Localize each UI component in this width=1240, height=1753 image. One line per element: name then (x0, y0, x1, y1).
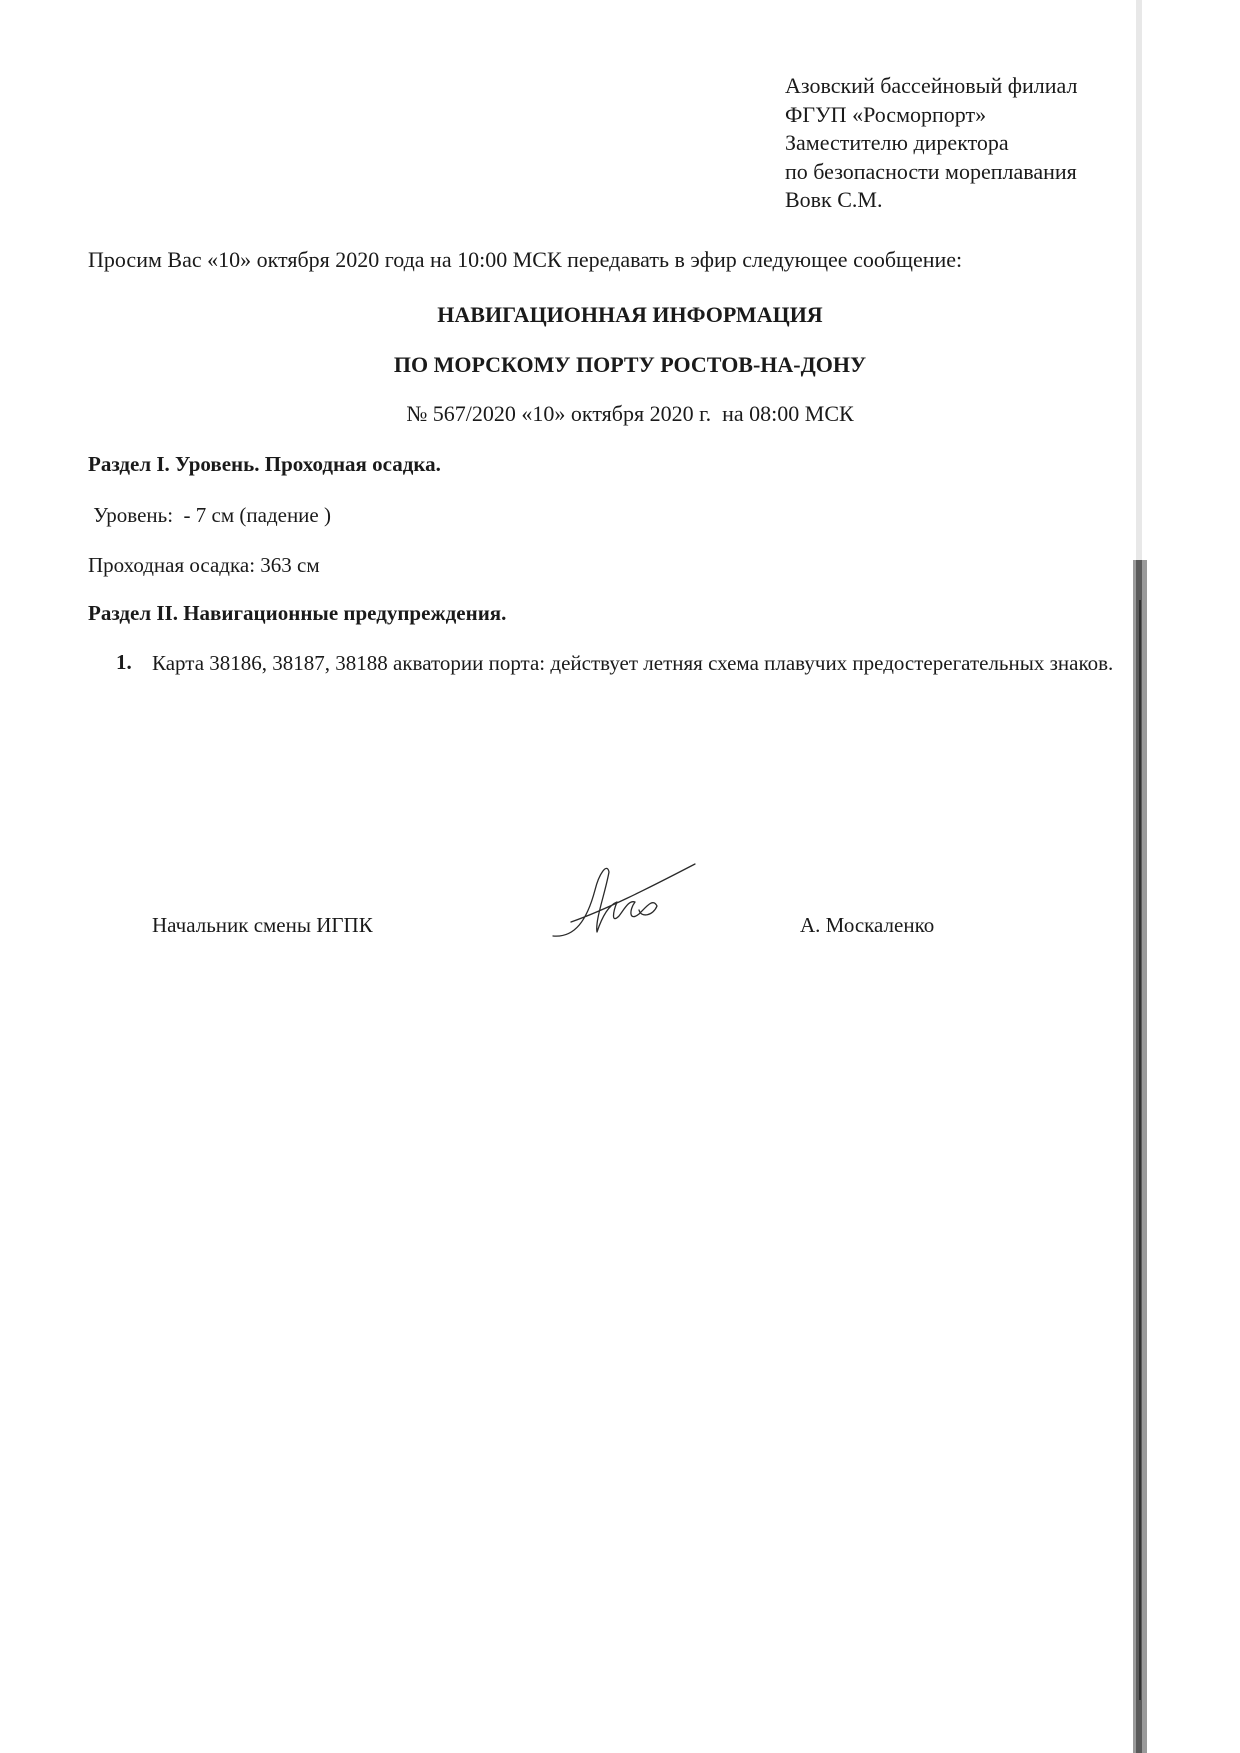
scan-edge-artifact (1130, 0, 1152, 1753)
addressee-line: Заместителю директора (785, 130, 1009, 155)
signer-name: А. Москаленко (800, 913, 935, 937)
signer-position: Начальник смены ИГПК (152, 913, 373, 937)
list-item-text: Карта 38186, 38187, 38188 акватории порта: действует летняя схема плавучих предостерегательных знаков. (152, 651, 1114, 675)
list-item-number: 1. (116, 650, 132, 674)
addressee-line: ФГУП «Росморпорт» (785, 101, 987, 127)
section-1-title: Раздел I. Уровень. Проходная осадка. (88, 452, 441, 476)
addressee-line: Азовский бассейновый филиал (785, 73, 1078, 98)
addressee-line: Вовк С.М. (785, 187, 883, 212)
addressee-block (785, 72, 1077, 215)
document-title: НАВИГАЦИОННАЯ ИНФОРМАЦИЯ (437, 302, 823, 327)
document-number-line: № 567/2020 «10» октября 2020 г. на 08:00 МСК (406, 401, 854, 426)
water-level: Уровень: - 7 см (падение ) (88, 503, 331, 527)
document-subtitle: ПО МОРСКОМУ ПОРТУ РОСТОВ-НА-ДОНУ (393, 352, 867, 377)
section-2-title: Раздел II. Навигационные предупреждения. (88, 601, 507, 625)
request-text: Просим Вас «10» октября 2020 года на 10:00 МСК передавать в эфир следующее сообщение: (88, 247, 963, 272)
signature-icon (545, 850, 725, 950)
addressee-line: по безопасности мореплавания (785, 158, 1077, 184)
passing-draft: Проходная осадка: 363 см (88, 553, 320, 577)
